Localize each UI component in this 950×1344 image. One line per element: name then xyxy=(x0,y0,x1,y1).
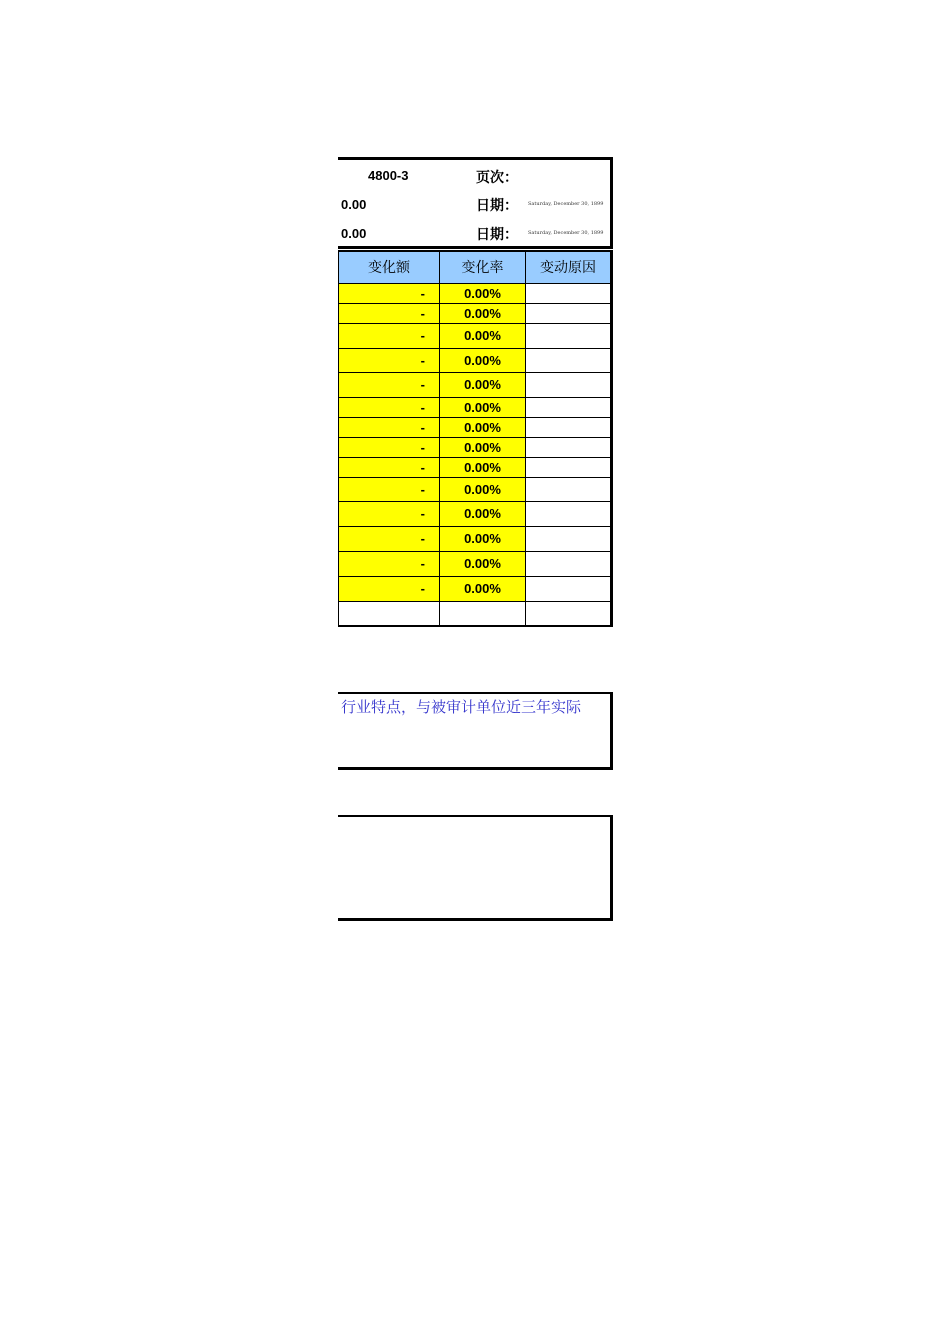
change-amount-cell[interactable]: - xyxy=(339,437,440,457)
header-box xyxy=(338,157,613,249)
table-header-row xyxy=(339,251,612,283)
blank-cell[interactable] xyxy=(440,601,526,626)
reason-cell[interactable] xyxy=(526,477,612,501)
table-row xyxy=(339,303,612,323)
change-amount-cell[interactable]: - xyxy=(339,457,440,477)
table-row xyxy=(339,283,612,303)
reason-cell[interactable] xyxy=(526,372,612,397)
change-amount-cell[interactable]: - xyxy=(339,372,440,397)
table-row-blank xyxy=(339,601,612,626)
column-header-reason: 变动原因 xyxy=(526,251,612,283)
change-amount-cell[interactable]: - xyxy=(339,348,440,372)
conclusion-box[interactable] xyxy=(338,815,613,921)
table-row xyxy=(339,417,612,437)
variance-table xyxy=(338,250,613,627)
reason-cell[interactable] xyxy=(526,283,612,303)
change-amount-cell[interactable]: - xyxy=(339,526,440,551)
date-value-1[interactable]: Saturday, December 30, 1899 xyxy=(528,201,604,207)
table-row xyxy=(339,477,612,501)
date-label-1: 日期： xyxy=(476,198,518,214)
change-rate-cell[interactable]: 0.00% xyxy=(440,437,526,457)
reason-cell[interactable] xyxy=(526,526,612,551)
row2-value: 0.00 xyxy=(341,197,367,212)
change-rate-cell[interactable]: 0.00% xyxy=(440,283,526,303)
index-code: 4800-3 xyxy=(368,168,409,183)
blank-cell[interactable] xyxy=(339,601,440,626)
reason-cell[interactable] xyxy=(526,323,612,348)
blank-cell[interactable] xyxy=(526,601,612,626)
change-rate-cell[interactable]: 0.00% xyxy=(440,303,526,323)
change-rate-cell[interactable]: 0.00% xyxy=(440,576,526,601)
date-value-2[interactable]: Saturday, December 30, 1899 xyxy=(528,230,604,236)
change-rate-cell[interactable]: 0.00% xyxy=(440,348,526,372)
change-amount-cell[interactable]: - xyxy=(339,576,440,601)
reason-cell[interactable] xyxy=(526,551,612,576)
reason-cell[interactable] xyxy=(526,417,612,437)
change-amount-cell[interactable]: - xyxy=(339,501,440,526)
table-row xyxy=(339,457,612,477)
change-amount-cell[interactable]: - xyxy=(339,397,440,417)
table-row xyxy=(339,397,612,417)
column-header-change-amount: 变化额 xyxy=(339,251,440,283)
change-rate-cell[interactable]: 0.00% xyxy=(440,397,526,417)
table-row xyxy=(339,348,612,372)
reason-cell[interactable] xyxy=(526,437,612,457)
table-row xyxy=(339,323,612,348)
date-label-2: 日期： xyxy=(476,227,518,243)
table-row xyxy=(339,551,612,576)
change-amount-cell[interactable]: - xyxy=(339,283,440,303)
column-header-change-rate: 变化率 xyxy=(440,251,526,283)
change-amount-cell[interactable]: - xyxy=(339,551,440,576)
row3-value: 0.00 xyxy=(341,226,367,241)
change-rate-cell[interactable]: 0.00% xyxy=(440,417,526,437)
change-amount-cell[interactable]: - xyxy=(339,477,440,501)
change-rate-cell[interactable]: 0.00% xyxy=(440,457,526,477)
change-rate-cell[interactable]: 0.00% xyxy=(440,477,526,501)
reason-cell[interactable] xyxy=(526,348,612,372)
audit-note-text: 行业特点，与被审计单位近三年实际 xyxy=(341,698,582,716)
reason-cell[interactable] xyxy=(526,501,612,526)
page-number-label: 页次： xyxy=(476,170,518,186)
change-rate-cell[interactable]: 0.00% xyxy=(440,526,526,551)
reason-cell[interactable] xyxy=(526,576,612,601)
reason-cell[interactable] xyxy=(526,397,612,417)
change-rate-cell[interactable]: 0.00% xyxy=(440,551,526,576)
table-row xyxy=(339,526,612,551)
table-row xyxy=(339,372,612,397)
audit-note-box xyxy=(338,692,613,770)
table-row xyxy=(339,576,612,601)
table-row xyxy=(339,437,612,457)
change-rate-cell[interactable]: 0.00% xyxy=(440,372,526,397)
change-amount-cell[interactable]: - xyxy=(339,417,440,437)
change-rate-cell[interactable]: 0.00% xyxy=(440,501,526,526)
change-amount-cell[interactable]: - xyxy=(339,323,440,348)
change-amount-cell[interactable]: - xyxy=(339,303,440,323)
reason-cell[interactable] xyxy=(526,457,612,477)
change-rate-cell[interactable]: 0.00% xyxy=(440,323,526,348)
table-row xyxy=(339,501,612,526)
reason-cell[interactable] xyxy=(526,303,612,323)
